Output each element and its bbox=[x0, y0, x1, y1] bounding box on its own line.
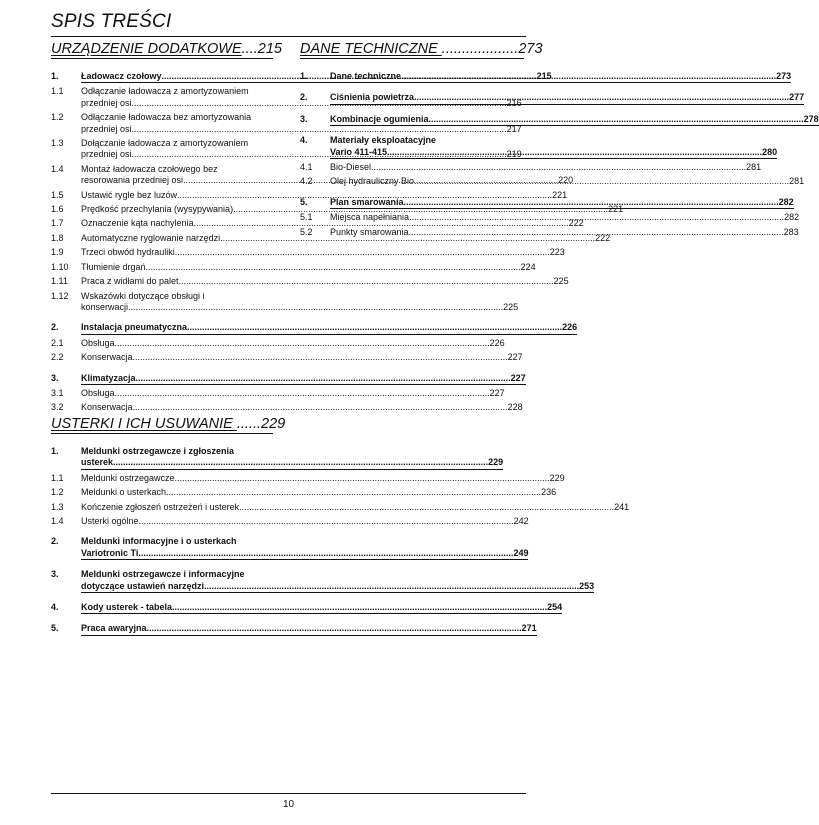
toc-entry-page: 282 bbox=[778, 196, 794, 207]
toc-entry-number: 2.2 bbox=[51, 352, 64, 363]
toc-entry[interactable] bbox=[51, 261, 536, 273]
toc-entry[interactable] bbox=[51, 372, 526, 385]
toc-entry-page: 242 bbox=[513, 516, 529, 527]
section-heading-label: USTERKI I ICH USUWANIE bbox=[51, 416, 237, 432]
bottom-divider bbox=[51, 793, 526, 794]
toc-entry-page: 221 bbox=[552, 189, 568, 200]
toc-entry-title: Konserwacja bbox=[81, 402, 133, 413]
toc-entry-page: 253 bbox=[579, 580, 595, 591]
toc-entry-number: 1.8 bbox=[51, 232, 64, 243]
toc-entry-title: Kończenie zgłoszeń ostrzeżeń i usterek bbox=[81, 501, 240, 512]
toc-entry-title: Meldunki o usterkach bbox=[81, 487, 167, 498]
toc-list-usterki bbox=[51, 446, 630, 636]
toc-entry-title: Klimatyzacja bbox=[81, 372, 136, 383]
toc-entry-page: 283 bbox=[783, 226, 799, 237]
toc-entry-page: 217 bbox=[506, 123, 522, 134]
dot-leader bbox=[172, 602, 547, 613]
dot-leader bbox=[175, 473, 550, 484]
toc-entry-title: Materiały eksploatacyjne bbox=[330, 135, 437, 146]
toc-entry[interactable] bbox=[51, 204, 624, 215]
toc-entry-page: 278 bbox=[803, 113, 819, 124]
toc-entry-page: 225 bbox=[503, 301, 519, 312]
section-heading-page: 229 bbox=[261, 416, 286, 432]
toc-entry-number: 1.11 bbox=[51, 276, 68, 287]
toc-entry-number: 5.1 bbox=[300, 212, 313, 223]
toc-entry-page: 229 bbox=[488, 457, 504, 468]
toc-entry-number: 2. bbox=[300, 92, 308, 103]
toc-entry-number: 1.10 bbox=[51, 261, 69, 272]
toc-entry-title: Praca z widłami do palet bbox=[81, 276, 179, 287]
page-number: 10 bbox=[282, 799, 295, 810]
toc-entry-title: resorowania przedniej osi bbox=[81, 175, 184, 186]
toc-entry[interactable] bbox=[51, 446, 504, 470]
toc-entry-number: 1.3 bbox=[51, 501, 64, 512]
toc-entry-number: 1. bbox=[51, 446, 59, 456]
dot-leader bbox=[179, 276, 554, 287]
toc-entry-number: 3.2 bbox=[51, 402, 64, 413]
toc-entry[interactable] bbox=[51, 247, 565, 258]
toc-entry-page: 277 bbox=[789, 92, 805, 103]
toc-entry-number: 1.4 bbox=[51, 163, 64, 174]
toc-entry-title: Praca awaryjna bbox=[81, 623, 147, 634]
toc-entry[interactable] bbox=[51, 623, 537, 635]
toc-entry-page: 236 bbox=[541, 487, 557, 498]
toc-entry-title: Olej hydrauliczny Bio bbox=[330, 176, 415, 187]
toc-entry-page: 226 bbox=[489, 337, 505, 348]
toc-entry-number: 5.2 bbox=[300, 226, 313, 237]
toc-entry-page: 224 bbox=[520, 261, 536, 272]
toc-entry-title: dotyczące ustawień narzędzi bbox=[81, 580, 205, 591]
toc-entry-title: Meldunki ostrzegawcze i zgłoszenia bbox=[81, 446, 235, 456]
toc-entry[interactable] bbox=[300, 92, 805, 104]
toc-entry-number: 3. bbox=[51, 372, 59, 383]
toc-entry-page: 222 bbox=[595, 232, 611, 243]
toc-entry-page: 241 bbox=[614, 501, 630, 512]
toc-entry-page: 215 bbox=[536, 71, 552, 81]
toc-entry-page: 227 bbox=[507, 352, 523, 363]
toc-entry-title: Punkty smarowania bbox=[330, 226, 409, 237]
toc-entry-page: 219 bbox=[506, 149, 522, 160]
dot-leader bbox=[136, 373, 511, 384]
page-title: SPIS TREŚCI bbox=[51, 11, 172, 32]
top-divider bbox=[51, 36, 526, 37]
dot-leader bbox=[115, 388, 490, 399]
toc-entry-title: przedniej osi bbox=[81, 149, 132, 160]
toc-entry-title: Miejsca napełniania bbox=[330, 212, 410, 223]
toc-entry-title: Kombinacje ogumienia bbox=[330, 113, 429, 124]
toc-entry-page: 226 bbox=[562, 322, 578, 333]
toc-entry-page: 220 bbox=[558, 175, 574, 186]
dot-leader bbox=[401, 71, 776, 82]
toc-entry-title: Dołączanie ładowacza z amortyzowaniem bbox=[81, 138, 249, 149]
toc-entry[interactable] bbox=[51, 232, 611, 244]
toc-entry-number: 1.5 bbox=[51, 189, 64, 200]
toc-entry-number: 3.1 bbox=[51, 387, 64, 398]
section-heading-usterki[interactable] bbox=[51, 416, 286, 434]
toc-entry-page: 281 bbox=[789, 176, 805, 187]
dot-leader bbox=[138, 548, 513, 559]
toc-entry-page: 281 bbox=[746, 162, 762, 173]
toc-entry-title: Meldunki ostrzegawcze bbox=[81, 472, 175, 483]
toc-entry-page: 228 bbox=[507, 402, 523, 413]
toc-entry-title: Dane techniczne bbox=[330, 71, 402, 81]
toc-entry[interactable] bbox=[300, 135, 778, 159]
toc-entry[interactable] bbox=[51, 352, 523, 363]
toc-entry-title: Obsługa bbox=[81, 387, 115, 398]
section-heading-label: DANE TECHNICZNE bbox=[300, 41, 442, 57]
toc-entry[interactable] bbox=[51, 602, 563, 614]
toc-entry-page: 216 bbox=[506, 97, 522, 108]
toc-entry-number: 1.1 bbox=[51, 472, 64, 483]
toc-entry-title: Variotronic Ti bbox=[81, 547, 139, 558]
dot-leader bbox=[139, 516, 514, 527]
toc-entry-page: 223 bbox=[549, 247, 565, 258]
toc-entry-page: 227 bbox=[510, 372, 526, 383]
toc-entry-number: 1.7 bbox=[51, 218, 64, 229]
section-heading-dane[interactable] bbox=[300, 41, 543, 59]
dot-leader bbox=[166, 487, 541, 498]
toc-entry-page: 280 bbox=[762, 146, 778, 157]
toc-entry-title: Konserwacja bbox=[81, 352, 133, 363]
toc-entry[interactable] bbox=[300, 196, 794, 209]
toc-entry-title: konserwacji bbox=[81, 301, 129, 312]
toc-entry[interactable] bbox=[51, 276, 569, 287]
toc-entry-title: Meldunki ostrzegawcze i informacyjne bbox=[81, 569, 245, 580]
toc-entry[interactable] bbox=[51, 516, 529, 527]
dot-leader bbox=[404, 197, 779, 208]
dot-leader bbox=[187, 322, 562, 333]
dot-leader bbox=[115, 338, 490, 349]
toc-entry-number: 2. bbox=[51, 536, 59, 547]
toc-entry-number: 1.6 bbox=[51, 204, 64, 215]
toc-entry[interactable] bbox=[51, 387, 505, 399]
toc-entry-number: 4.1 bbox=[300, 162, 313, 173]
toc-entry-page: 221 bbox=[608, 204, 624, 215]
toc-entry-title: przedniej osi bbox=[81, 97, 132, 108]
toc-entry-title: Meldunki informacyjne i o usterkach bbox=[81, 536, 237, 547]
toc-entry-number: 5. bbox=[300, 196, 308, 207]
toc-entry-title: Vario 411-415 bbox=[330, 146, 388, 157]
dot-leader bbox=[146, 262, 521, 273]
section-heading-label: URZĄDZENIE DODATKOWE bbox=[51, 41, 242, 57]
toc-entry-title: przedniej osi bbox=[81, 123, 132, 134]
toc-entry-number: 1.2 bbox=[51, 487, 64, 498]
toc-entry[interactable] bbox=[51, 290, 519, 314]
toc-entry-title: Ładowacz czołowy bbox=[81, 71, 162, 81]
toc-entry[interactable] bbox=[51, 337, 505, 349]
dot-leader bbox=[128, 302, 503, 313]
toc-entry-title: Wskazówki dotyczące obsługi i bbox=[81, 290, 205, 301]
toc-entry-title: Trzeci obwód hydrauliki bbox=[81, 247, 175, 258]
toc-entry-title: Usterki ogólne bbox=[81, 516, 139, 527]
toc-entry[interactable] bbox=[51, 569, 595, 593]
toc-entry-number: 1.9 bbox=[51, 247, 64, 258]
dot-leader bbox=[387, 147, 762, 158]
toc-entry[interactable] bbox=[51, 472, 565, 484]
toc-entry-title: Odłączanie ładowacza bez amortyzowania bbox=[81, 112, 252, 123]
toc-entry-number: 5. bbox=[51, 623, 59, 634]
toc-entry-title: Odłączanie ładowacza z amortyzowaniem bbox=[81, 86, 249, 97]
toc-entry-number: 1.12 bbox=[51, 290, 69, 301]
dot-leader bbox=[429, 114, 804, 125]
toc-entry[interactable] bbox=[51, 536, 529, 560]
toc-entry-number: 4.2 bbox=[300, 176, 313, 187]
toc-entry-number: 1.4 bbox=[51, 516, 64, 527]
toc-entry[interactable] bbox=[51, 218, 584, 229]
toc-entry-number: 1.1 bbox=[51, 86, 64, 97]
toc-entry-page: 227 bbox=[489, 387, 505, 398]
toc-entry[interactable] bbox=[51, 402, 523, 413]
dot-leader bbox=[239, 502, 614, 513]
toc-entry-title: Obsługa bbox=[81, 337, 115, 348]
toc-entry[interactable] bbox=[51, 487, 557, 498]
section-heading-page: 273 bbox=[518, 41, 543, 57]
dot-leader bbox=[133, 402, 508, 413]
dot-leader bbox=[113, 457, 488, 468]
section-heading-leader: .... bbox=[241, 41, 258, 57]
toc-entry-title: usterek bbox=[81, 457, 114, 468]
toc-entry-page: 225 bbox=[553, 276, 569, 287]
toc-entry-number: 1. bbox=[51, 71, 59, 81]
toc-entry-number: 4. bbox=[300, 135, 308, 146]
toc-entry-title: Kody usterek - tabela bbox=[81, 602, 173, 613]
toc-entry[interactable] bbox=[300, 162, 762, 173]
toc-entry-title: Oznaczenie kąta nachylenia bbox=[81, 218, 194, 229]
toc-entry-number: 1.3 bbox=[51, 138, 64, 149]
toc-entry-page: 254 bbox=[547, 602, 563, 613]
toc-entry-title: Tłumienie drgań bbox=[81, 261, 146, 272]
toc-entry-number: 1. bbox=[300, 71, 308, 81]
section-heading-page: 215 bbox=[257, 41, 282, 57]
toc-entry-title: Automatyczne ryglowanie narzędzi bbox=[81, 232, 221, 243]
toc-entry[interactable] bbox=[300, 212, 800, 223]
toc-entry-title: Prędkość przechylania (wysypywania) bbox=[81, 204, 234, 215]
dot-leader bbox=[133, 352, 508, 363]
toc-entry-number: 4. bbox=[51, 602, 59, 613]
toc-entry-number: 3. bbox=[51, 569, 59, 580]
dot-leader bbox=[414, 176, 789, 187]
toc-entry-title: Bio-Diesel bbox=[330, 162, 372, 173]
toc-entry-number: 2.1 bbox=[51, 337, 64, 348]
toc-entry-page: 273 bbox=[776, 71, 792, 81]
toc-entry-title: Ustawić rygle bez luzów bbox=[81, 189, 178, 200]
toc-entry-page: 229 bbox=[549, 472, 565, 483]
toc-entry-title: Ciśnienia powietrza bbox=[330, 92, 415, 103]
toc-entry-title: Instalacja pneumatyczna bbox=[81, 322, 188, 333]
dot-leader bbox=[175, 247, 550, 258]
dot-leader bbox=[409, 227, 784, 238]
toc-entry-page: 222 bbox=[568, 218, 584, 229]
section-heading-leader: ...... bbox=[236, 416, 262, 432]
toc-entry-title: Montaż ładowacza czołowego bez bbox=[81, 163, 218, 174]
toc-entry[interactable] bbox=[51, 322, 578, 334]
dot-leader bbox=[204, 581, 579, 592]
toc-entry[interactable] bbox=[300, 113, 819, 126]
dot-leader bbox=[371, 162, 746, 173]
toc-entry-number: 1.2 bbox=[51, 112, 64, 123]
toc-entry[interactable] bbox=[51, 501, 630, 513]
toc-entry-number: 3. bbox=[300, 113, 308, 124]
toc-entry[interactable] bbox=[51, 189, 568, 201]
section-heading-leader: ................... bbox=[441, 41, 519, 57]
toc-entry-page: 282 bbox=[784, 212, 800, 223]
toc-entry-page: 249 bbox=[513, 547, 529, 558]
dot-leader bbox=[409, 212, 784, 223]
toc-entry-title: Plan smarowania bbox=[330, 196, 404, 207]
dot-leader bbox=[147, 623, 522, 634]
toc-entry-page: 271 bbox=[521, 623, 537, 634]
dot-leader bbox=[414, 92, 789, 103]
toc-entry-number: 2. bbox=[51, 322, 59, 333]
section-heading-urzadzenie[interactable] bbox=[51, 41, 282, 59]
